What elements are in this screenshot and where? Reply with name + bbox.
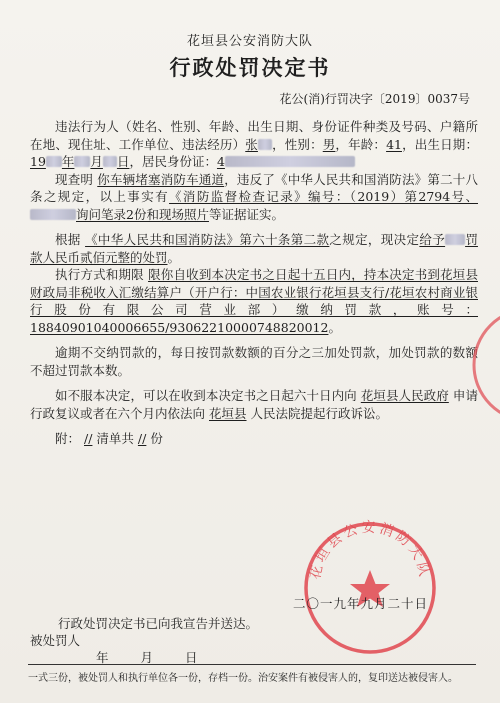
- findings-paragraph: 现查明 你车辆堵塞消防车通道，违反了《中华人民共和国消防法》第二十八条之规定，以上事实有《消防监督检查记录》编号：（2019）第2794号、询问笔录2份和现场照片等证据证实。: [30, 171, 478, 222]
- signature-date: 年 月 日: [96, 650, 198, 665]
- partial-seal: [468, 300, 500, 430]
- violator-birthdate: 19 年 月 日: [30, 154, 130, 169]
- legal-basis: 《中华人民共和国消防法》第六十条第二款: [85, 232, 330, 247]
- delivery-statement: 行政处罚决定书已向我宣告并送达。: [58, 616, 259, 631]
- footer-divider: [28, 664, 476, 665]
- issue-date: 二〇一九年九月二十日: [292, 596, 428, 611]
- violator-name: 张: [245, 136, 258, 152]
- decision-paragraph: 根据 《中华人民共和国消防法》第六十条第二款之规定，现决定给予 罚款人民币贰佰元整的处罚。: [30, 232, 478, 265]
- appeal-court: 花垣县: [209, 405, 247, 421]
- seal-text: 花垣县公安消防大队: [307, 520, 433, 581]
- redacted-name: [258, 139, 272, 150]
- violation-fact: 你车辆堵塞消防车通道: [97, 171, 225, 187]
- violator-paragraph: 违法行为人（姓名、性别、年龄、出生日期、身份证件种类及号码、户籍所在地、现住址、工作单位、违法经历）张 ，性别：男，年龄：41，出生日期：19 年 月 日，居民身份证：4: [30, 119, 478, 169]
- overdue-paragraph: 逾期不交纳罚款的，每日按罚款数额的百分之三加处罚款，加处罚款的数额不超过罚款本数。: [30, 345, 478, 378]
- footnote: 一式三份，被处罚人和执行单位各一份，存档一份。治安案件有被侵害人的，复印送达被侵害人。: [28, 673, 458, 684]
- evidence: 《消防监督检查记录》编号：（2019）第2794号、询问笔录2份和现场照片: [30, 189, 478, 222]
- punished-party-label: 被处罚人: [30, 633, 81, 648]
- official-seal: [300, 518, 440, 658]
- violator-gender: 男: [322, 136, 336, 152]
- document-title: 行政处罚决定书: [169, 55, 331, 80]
- attachment-line: 附： // 清单共 // 份: [55, 431, 163, 446]
- payment-instructions: 限你自收到本决定书之日起十五日内，持本决定书到花垣县财政局非税收入汇缴结算户（开户行：中国农业银行花垣县支行/花垣农村商业银行股份有限公司营业部）缴纳罚款，账号：18840901040006655/93062210000748820012: [30, 267, 478, 335]
- penalty: 给予 罚款人民币贰佰元整的处罚: [30, 232, 478, 265]
- issuer-name: 花垣县公安消防大队: [186, 34, 313, 49]
- redacted-names: [30, 209, 76, 220]
- redacted-id: [225, 156, 355, 167]
- violator-age: 41: [386, 136, 402, 152]
- document-body: [30, 118, 478, 448]
- document-number: 花公(消)行罚决字〔2019〕0037号: [279, 92, 470, 106]
- execution-paragraph: 执行方式和期限 限你自收到本决定书之日起十五日内，持本决定书到花垣县财政局非税收入汇缴结算户（开户行：中国农业银行花垣县支行/花垣农村商业银行股份有限公司营业部）缴纳罚款，账号：18840901040006655/93062210000748820012。: [30, 267, 478, 335]
- violator-id-number: 4: [217, 154, 355, 169]
- appeal-government: 花垣县人民政府: [360, 388, 449, 403]
- appeal-paragraph: 如不服本决定，可以在收到本决定书之日起六十日内向 花垣县人民政府 申请行政复议或者在六个月内依法向 花垣县 人民法院提起行政诉讼。: [30, 388, 478, 421]
